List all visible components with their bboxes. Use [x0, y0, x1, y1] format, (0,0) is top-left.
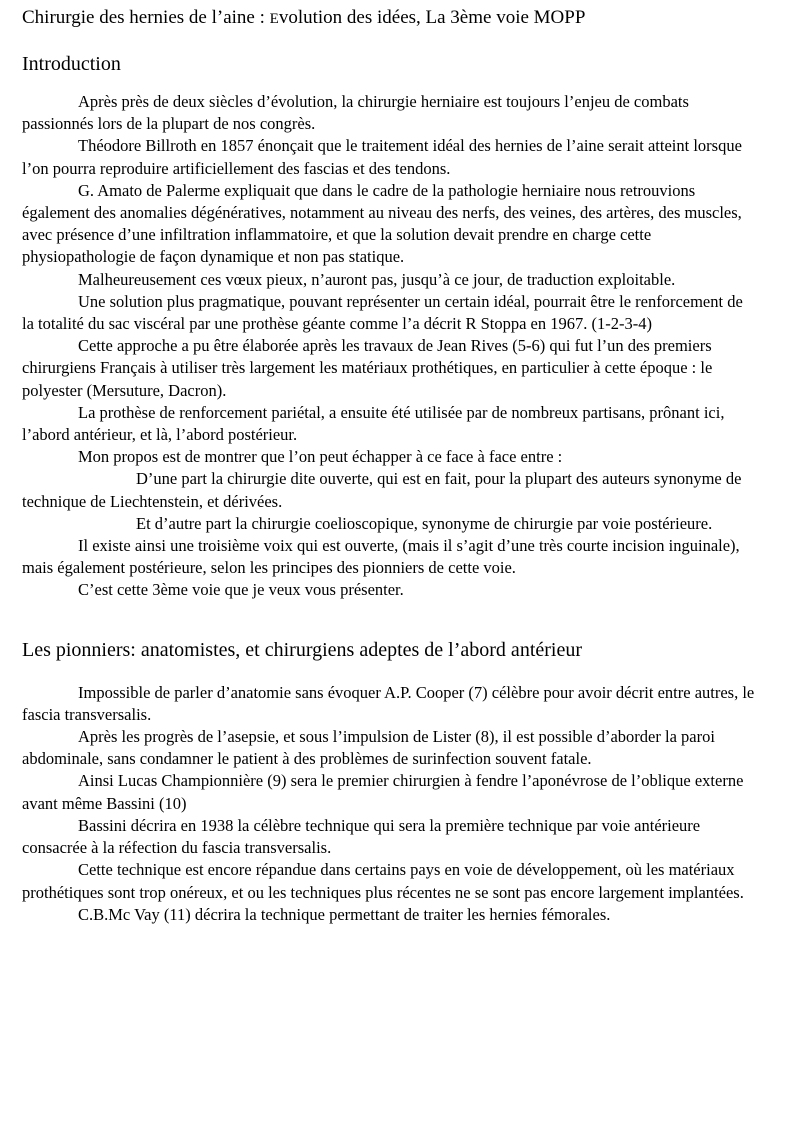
- title-part-2: volution des idées, La 3ème voie MOPP: [278, 7, 586, 28]
- intro-paragraph: Une solution plus pragmatique, pouvant représenter un certain idéal, pourrait être le renforcement de la totalité du sac viscéral par une prothèse géante comme l’a décrit R Stoppa en 1967. (1-2-3-4): [22, 291, 743, 334]
- title-part-1: Chirurgie des hernies de l’aine :: [22, 7, 270, 28]
- intro-paragraph: Il existe ainsi une troisième voix qui est ouverte, (mais il s’agit d’une très courte incision inguinale), mais également postérieure, selon les principes des pionniers de cette voie.: [22, 536, 740, 578]
- intro-paragraph: C’est cette 3ème voie que je veux vous présenter.: [78, 580, 404, 600]
- pioneers-heading: Les pionniers: anatomistes, et chirurgiens adeptes de l’abord antérieur: [22, 638, 582, 661]
- pioneers-paragraph: Cette technique est encore répandue dans certains pays en voie de développement, où les matériaux prothétiques sont trop onéreux, et ou les techniques plus récentes ne se sont pas encore largement implantées.: [22, 860, 744, 902]
- title-smallcap-e: E: [269, 11, 279, 27]
- pioneers-body: [22, 682, 756, 926]
- intro-paragraph: Après près de deux siècles d’évolution, la chirurgie herniaire est toujours l’enjeu de combats passionnés lors de la plupart de nos congrès.: [22, 92, 689, 134]
- introduction-heading: Introduction: [22, 53, 121, 75]
- intro-paragraph: G. Amato de Palerme expliquait que dans le cadre de la pathologie herniaire nous retrouvions également des anomalies dégénératives, notamment au niveau des nerfs, des veines, des artères, des muscles, avec présence d’une infiltration inflammatoire, et que la solution devait prendre en charge cette physiopathologie de façon dynamique et non pas statique.: [22, 180, 742, 267]
- intro-paragraph-indented: Et d’autre part la chirurgie coelioscopique, synonyme de chirurgie par voie postérieure.: [136, 513, 713, 533]
- introduction-body: [22, 91, 756, 602]
- intro-paragraph: Malheureusement ces vœux pieux, n’auront pas, jusqu’à ce jour, de traduction exploitable.: [78, 269, 676, 289]
- pioneers-paragraph: Impossible de parler d’anatomie sans évoquer A.P. Cooper (7) célèbre pour avoir décrit entre autres, le fascia transversalis.: [22, 682, 755, 724]
- document-title: [22, 6, 756, 31]
- intro-paragraph: La prothèse de renforcement pariétal, a ensuite été utilisée par de nombreux partisans, prônant ici, l’abord antérieur, et là, l’abord postérieur.: [22, 402, 725, 445]
- intro-paragraph-indented: D’une part la chirurgie dite ouverte, qui est en fait, pour la plupart des auteurs synonyme de technique de Liechtenstein, et dérivées.: [22, 469, 742, 511]
- intro-paragraph: Cette approche a pu être élaborée après les travaux de Jean Rives (5-6) qui fut l’un des premiers chirurgiens Français à utiliser très largement les matériaux prothétiques, en particulier à cette époque : le polyester (Mersuture, Dacron).: [22, 336, 713, 400]
- intro-paragraph: Théodore Billroth en 1857 énonçait que le traitement idéal des hernies de l’aine serait atteint lorsque l’on pourra reproduire artificiellement des fascias et des tendons.: [22, 136, 742, 178]
- pioneers-paragraph: Ainsi Lucas Championnière (9) sera le premier chirurgien à fendre l’aponévrose de l’oblique externe avant même Bassini (10): [22, 771, 744, 813]
- intro-paragraph: Mon propos est de montrer que l’on peut échapper à ce face à face entre :: [78, 447, 563, 467]
- pioneers-paragraph: Après les progrès de l’asepsie, et sous l’impulsion de Lister (8), il est possible d’aborder la paroi abdominale, sans condamner le patient à des problèmes de surinfection souvent fatale.: [22, 727, 715, 769]
- pioneers-paragraph: C.B.Mc Vay (11) décrira la technique permettant de traiter les hernies fémorales.: [78, 904, 611, 924]
- pioneers-paragraph: Bassini décrira en 1938 la célèbre technique qui sera la première technique par voie antérieure consacrée à la réfection du fascia transversalis.: [22, 815, 701, 858]
